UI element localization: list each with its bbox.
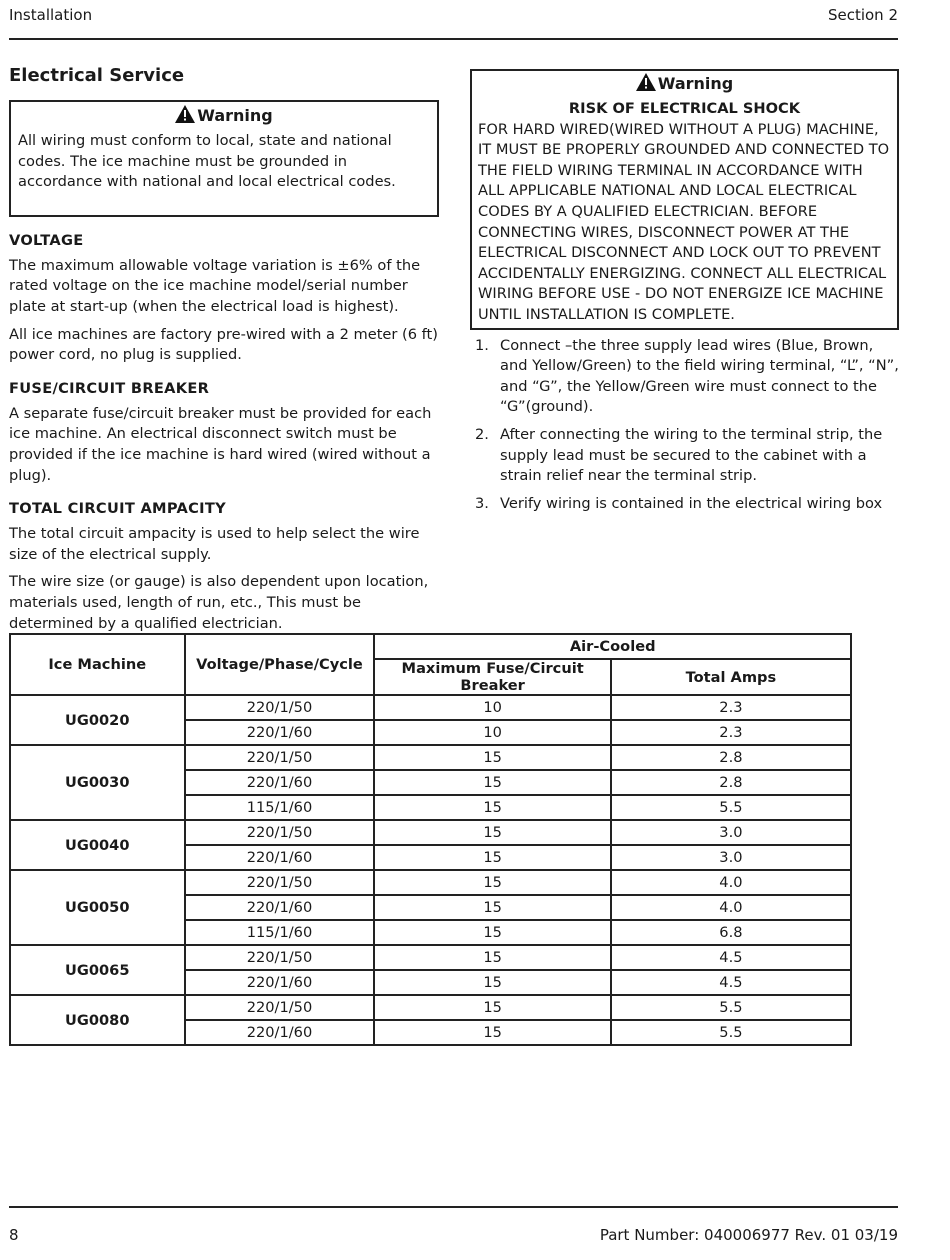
amps-cell: 2.8 (611, 770, 851, 795)
amps-cell: 6.8 (611, 920, 851, 945)
step-text: Verify wiring is contained in the electrical wiring box (500, 494, 883, 512)
amps-cell: 5.5 (611, 1020, 851, 1045)
header-section-number: Section 2 (827, 6, 898, 24)
page-footer (9, 1206, 898, 1244)
step-number: 1. (475, 336, 489, 354)
ampacity-paragraph-2: The wire size (or gauge) is also dependent upon location, materials used, length of run, etc., This must be determined by a qualified electrician. (9, 573, 429, 632)
header-section-title: Installation (9, 6, 93, 24)
amps-cell: 2.3 (611, 720, 851, 745)
table-body (10, 695, 851, 1045)
voltage-cell: 220/1/60 (185, 1020, 375, 1045)
left-column (9, 64, 439, 647)
fuse-cell: 15 (374, 895, 610, 920)
shock-warning-title-text: Warning (657, 74, 734, 93)
page-title: Electrical Service (9, 65, 185, 86)
fuse-cell: 15 (374, 745, 610, 770)
fuse-cell: 15 (374, 795, 610, 820)
fuse-cell: 15 (374, 820, 610, 845)
voltage-cell: 220/1/60 (185, 845, 375, 870)
voltage-section (9, 231, 439, 366)
col-header-fuse: Maximum Fuse/Circuit Breaker (374, 659, 610, 695)
ampacity-paragraph-1: The total circuit ampacity is used to help select the wire size of the electrical supply. (9, 525, 420, 563)
warning-box (9, 100, 439, 217)
shock-warning-subtitle: RISK OF ELECTRICAL SHOCK (568, 100, 801, 117)
model-cell: UG0065 (10, 945, 185, 995)
voltage-paragraph-1: The maximum allowable voltage variation is ±6% of the rated voltage on the ice machine model/serial number plate at start-up (when the electrical load is highest). (9, 256, 421, 315)
ampacity-heading: TOTAL CIRCUIT AMPACITY (9, 500, 226, 518)
amps-cell: 4.0 (611, 870, 851, 895)
amps-cell: 2.8 (611, 745, 851, 770)
list-item (470, 336, 899, 418)
page-number: 8 (9, 1226, 19, 1244)
voltage-cell: 220/1/50 (185, 870, 375, 895)
amps-cell: 5.5 (611, 995, 851, 1020)
voltage-cell: 220/1/50 (185, 995, 375, 1020)
fuse-cell: 15 (374, 770, 610, 795)
fuse-cell: 15 (374, 945, 610, 970)
fuse-cell: 15 (374, 1020, 610, 1045)
list-item (470, 494, 899, 515)
shock-warning-text: FOR HARD WIRED(WIRED WITHOUT A PLUG) MACHINE, IT MUST BE PROPERLY GROUNDED AND CONNECTED TO THE FIELD WIRING TERMINAL IN ACCORDANCE WITH ALL APPLICABLE NATIONAL AND LOCAL ELECTRICAL CODES BY A QUALIFIED ELECTRICIAN. BEFORE CONNECTING WIRES, DISCONNECT POWER AT THE ELECTRICAL DISCONNECT AND LOCK OUT TO PREVENT ACCIDENTALLY ENERGIZING. CONNECT ALL ELECTRICAL WIRING BEFORE USE - DO NOT ENERGIZE ICE MACHINE UNTIL INSTALLATION IS COMPLETE. (478, 120, 890, 323)
part-number: Part Number: 040006977 Rev. 01 03/19 (599, 1226, 898, 1244)
fuse-cell: 15 (374, 845, 610, 870)
amps-cell: 5.5 (611, 795, 851, 820)
voltage-cell: 220/1/50 (185, 945, 375, 970)
fuse-cell: 15 (374, 920, 610, 945)
warning-icon (175, 105, 195, 123)
step-text: Connect –the three supply lead wires (Blue, Brown, and Yellow/Green) to the field wiring terminal, “L”, “N”, and “G”, the Yellow/Green wire must connect to the “G”(ground). (500, 336, 899, 416)
voltage-cell: 220/1/50 (185, 820, 375, 845)
table-row (10, 945, 851, 970)
table-row (10, 820, 851, 845)
table-row (10, 870, 851, 895)
warning-text: All wiring must conform to local, state and national codes. The ice machine must be grounded in accordance with national and local electrical codes. (18, 132, 396, 191)
voltage-heading: VOLTAGE (9, 231, 84, 249)
fuse-section (9, 379, 439, 486)
fuse-heading: FUSE/CIRCUIT BREAKER (9, 379, 210, 397)
col-header-air-cooled: Air-Cooled (374, 634, 851, 659)
ampacity-table (9, 633, 852, 1046)
fuse-paragraph: A separate fuse/circuit breaker must be provided for each ice machine. An electrical disconnect switch must be provided if the ice machine is hard wired (wired without a plug). (9, 404, 432, 484)
model-cell: UG0040 (10, 820, 185, 870)
step-text: After connecting the wiring to the terminal strip, the supply lead must be secured to the cabinet with a strain relief near the terminal strip. (500, 425, 883, 485)
voltage-cell: 220/1/60 (185, 770, 375, 795)
table-row (10, 995, 851, 1020)
list-item (470, 425, 899, 487)
col-header-ice-machine: Ice Machine (10, 634, 185, 695)
page-header (9, 4, 898, 40)
voltage-paragraph-2: All ice machines are factory pre-wired with a 2 meter (6 ft) power cord, no plug is supplied. (9, 325, 438, 364)
step-number: 2. (475, 425, 489, 443)
voltage-cell: 220/1/50 (185, 695, 375, 720)
fuse-cell: 15 (374, 995, 610, 1020)
model-cell: UG0080 (10, 995, 185, 1045)
shock-warning-box (470, 69, 899, 330)
voltage-cell: 115/1/60 (185, 920, 375, 945)
col-header-voltage: Voltage/Phase/Cycle (185, 634, 375, 695)
amps-cell: 2.3 (611, 695, 851, 720)
fuse-cell: 10 (374, 695, 610, 720)
warning-title-text: Warning (197, 106, 273, 125)
step-number: 3. (475, 494, 489, 512)
ampacity-section (9, 499, 439, 634)
warning-icon (636, 73, 656, 91)
amps-cell: 4.5 (611, 945, 851, 970)
amps-cell: 4.5 (611, 970, 851, 995)
model-cell: UG0020 (10, 695, 185, 745)
fuse-cell: 15 (374, 970, 610, 995)
shock-warning-title (478, 73, 891, 95)
voltage-cell: 220/1/60 (185, 895, 375, 920)
table-row (10, 745, 851, 770)
wiring-steps (470, 336, 899, 515)
voltage-cell: 220/1/50 (185, 745, 375, 770)
voltage-cell: 115/1/60 (185, 795, 375, 820)
right-column (470, 69, 899, 521)
voltage-cell: 220/1/60 (185, 970, 375, 995)
model-cell: UG0030 (10, 745, 185, 820)
amps-cell: 4.0 (611, 895, 851, 920)
col-header-amps: Total Amps (611, 659, 851, 695)
model-cell: UG0050 (10, 870, 185, 945)
amps-cell: 3.0 (611, 845, 851, 870)
warning-title (18, 105, 430, 127)
table-row (10, 695, 851, 720)
amps-cell: 3.0 (611, 820, 851, 845)
fuse-cell: 10 (374, 720, 610, 745)
voltage-cell: 220/1/60 (185, 720, 375, 745)
fuse-cell: 15 (374, 870, 610, 895)
